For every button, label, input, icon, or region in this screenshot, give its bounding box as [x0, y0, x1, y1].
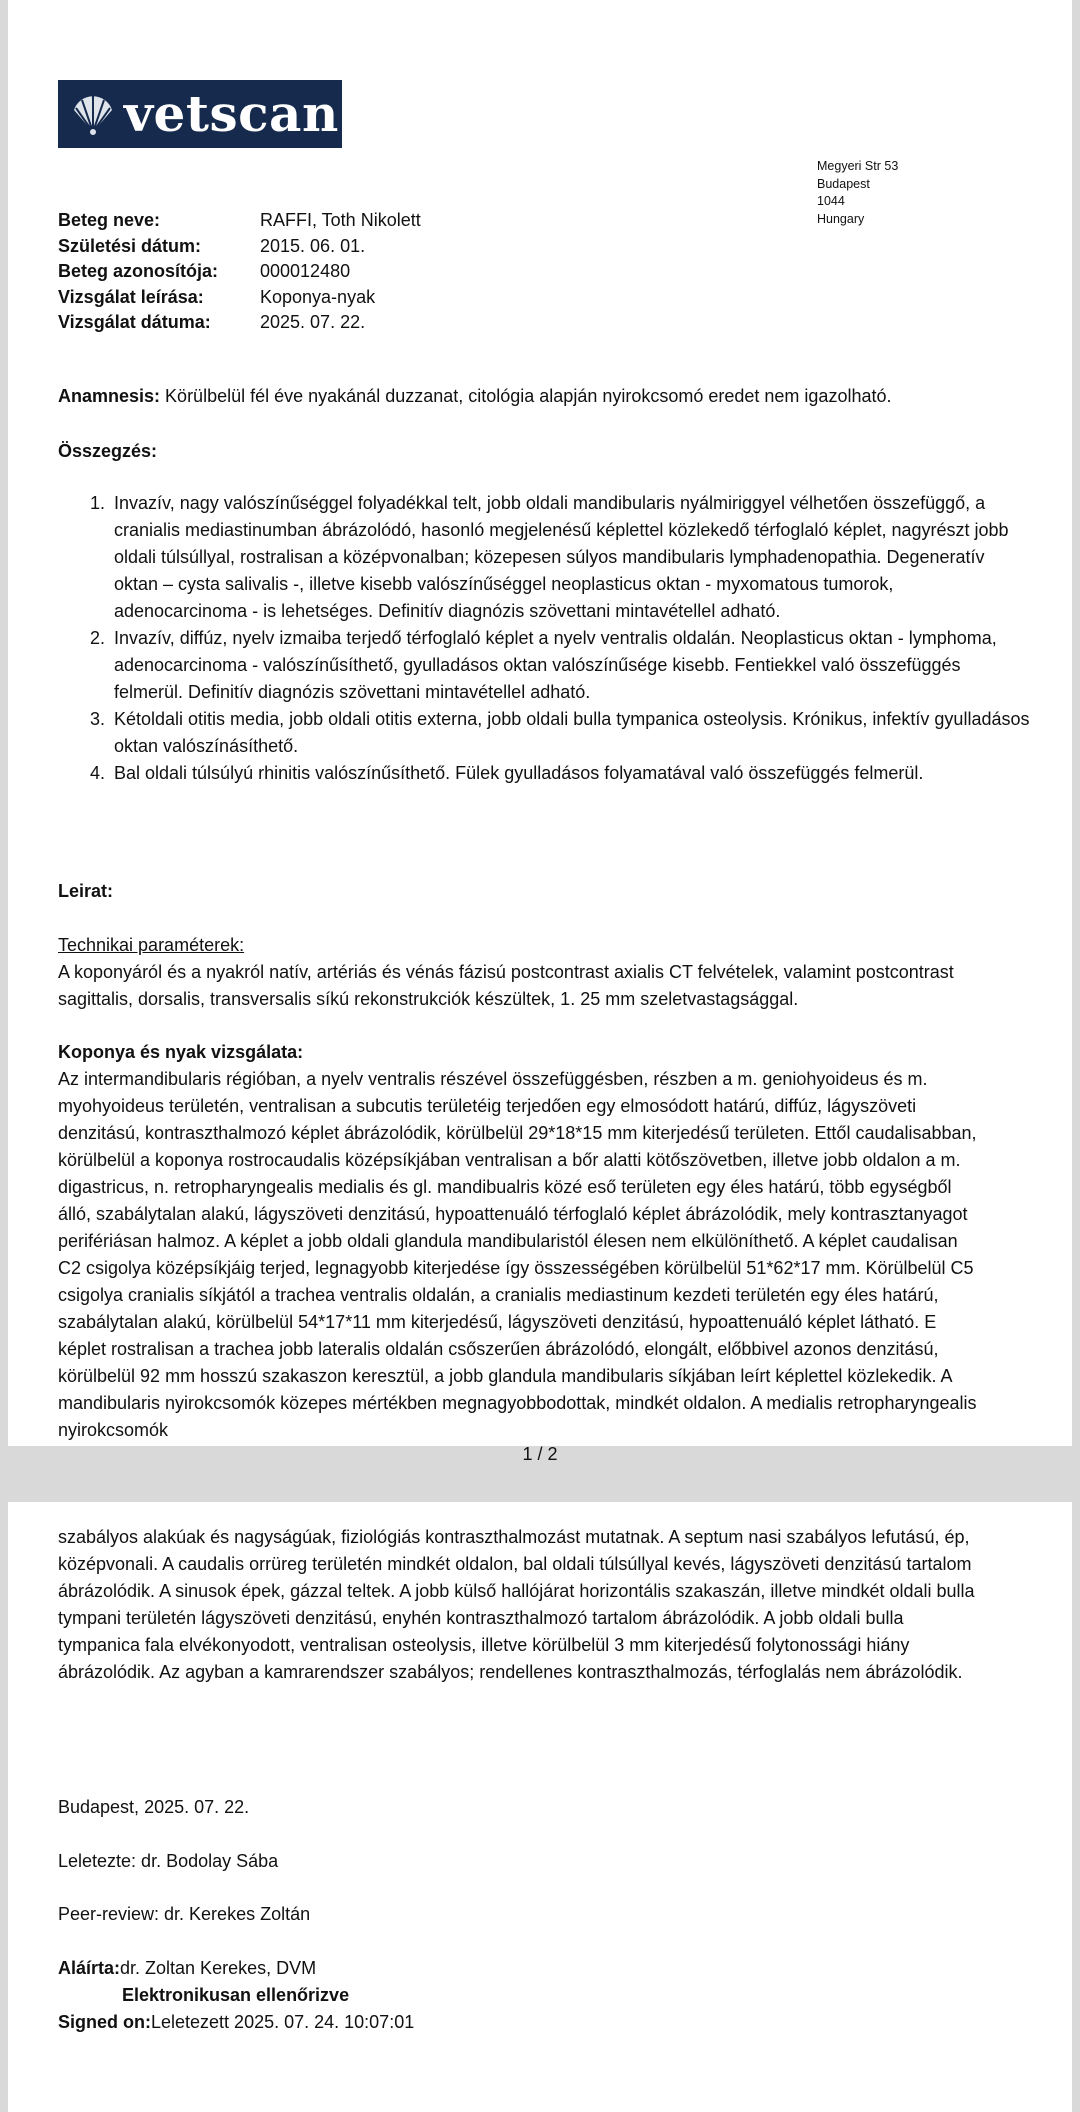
exam-description-value: Koponya-nyak [260, 286, 376, 307]
patient-row [58, 208, 421, 234]
exam-text-part1: Az intermandibularis régióban, a nyelv ventralis részével összefüggésben, részben a m. geniohyoideus és m. myohyoideus területén, ventralisan a subcutis területéig terjedően egy elmosódott határú, diffúz, lágyszöveti denzitású, kontraszthalmozó képlet ábrázolódik, körülbelül 29*18*15 mm kiterjedésű területen. Ettől caudalisabban, körülbelül a koponya rostrocaudalis középsíkjában ventralisan a bőr alatti kötőszövetben, illetve jobb oldalon a m. digastricus, n. retropharyngealis medialis és gl. mandibualris közé eső területen egy éles határú, több egységből álló, szabálytalan alakú, lágyszöveti denzitású, hypoattenuáló térfoglaló képlet ábrázolódik, mely kontrasztanyagot perifériásan halmoz. A képlet a jobb oldali glandula mandibularistól élesen nem elkülöníthető. A képlet caudalisan C2 csigolya középsíkjáig terjed, legnagyobb kiterjedése így összességében körülbelül 51*62*17 mm. Körülbelül C5 csigolya cranialis síkjától a trachea ventralis oldalán, a cranialis mediastinum kezdeti területén egy éles határú, szabálytalan alakú, körülbelül 54*17*11 mm kiterjedésű, lágyszöveti denzitású, hypoattenuáló képlet látható. E képlet rostralisan a trachea jobb lateralis oldalán csőszerűen ábrázolódó, elongált, előbbivel azonos denzitású, körülbelül 92 mm hosszú szakaszon keresztül, a jobb glandula mandibularis síkjában leírt képlettel közlekedik. A mandibularis nyirokcsomók közepes mértékben megnagyobbodottak, mindkét oldalon. A medialis retropharyngealis nyirokcsomók [58, 1069, 977, 1440]
exam-description-label: Vizsgálat leírása: [58, 286, 204, 307]
patient-row [58, 310, 421, 336]
exam-date-label: Vizsgálat dátuma: [58, 312, 211, 333]
address-city: Budapest [817, 176, 870, 191]
summary-heading: Összegzés: [58, 441, 158, 461]
tech-params-text: A koponyáról és a nyakról natív, artériás és vénás fázisú postcontrast axialis CT felvételek, valamint postcontrast sagittalis, dorsalis, transversalis síkú rekonstrukciók készültek, 1. 25 mm szeletvastagsággal. [58, 962, 954, 1009]
place-date: Budapest, 2025. 07. 22. [58, 1797, 250, 1817]
patient-info [58, 208, 421, 336]
address-country: Hungary [817, 211, 865, 226]
signed-on [58, 2009, 978, 2036]
signed-on-value: Leletezett 2025. 07. 24. 10:07:01 [151, 2012, 415, 2032]
signed-by [58, 1955, 978, 1982]
patient-row [58, 234, 421, 260]
vetscan-logo [58, 80, 342, 148]
exam-text-part2: szabályos alakúak és nagyságúak, fiziológiás kontraszthalmozást mutatnak. A septum nasi szabályos lefutású, ép, középvonali. A caudalis orrüreg területén mindkét oldalon, bal oldali túlsúllyal kevés, lágyszöveti denzitású tartalom ábrázolódik. A sinusok épek, gázzal teltek. A jobb külső hallójárat horizontális szakaszán, illetve mindkét oldali bulla tympani területén lágyszöveti denzitású, enyhén kontraszthalmozó tartalom ábrázolódik. A jobb oldali bulla tympanica fala elvékonyodott, ventralisan osteolysis, illetve körülbelül 3 mm kiterjedésű folytonossági hiány ábrázolódik. Az agyban a kamrarendszer szabályos; rendellenes kontraszthalmozás, térfoglalás nem ábrázolódik. [58, 1527, 975, 1682]
summary-item: 4. Bal oldali túlsúlyú rhinitis valószínűsíthető. Fülek gyulladásos folyamatával való összefüggés felmerül. [110, 760, 1030, 787]
clinic-address [817, 158, 898, 228]
electronic-check-text: Elektronikusan ellenőrizve [122, 1985, 350, 2005]
signed-by-label: Aláírta: [58, 1958, 121, 1978]
address-street: Megyeri Str 53 [817, 159, 899, 173]
patient-id-value: 000012480 [260, 261, 351, 282]
reported-by: Leletezte: dr. Bodolay Sába [58, 1851, 279, 1871]
page-number: 1 / 2 [522, 1444, 558, 1464]
anamnesis-text: Körülbelül fél éve nyakánál duzzanat, citológia alapján nyirokcsomó eredet nem igazolható. [160, 386, 892, 406]
report-page-2 [8, 1502, 1072, 2112]
electronic-check [58, 1982, 978, 2009]
exam-date-value: 2025. 07. 22. [260, 312, 366, 333]
peer-review: Peer-review: dr. Kerekes Zoltán [58, 1904, 311, 1924]
birth-date-value: 2015. 06. 01. [260, 235, 366, 256]
patient-name-label: Beteg neve: [58, 210, 161, 231]
summary-item: 2. Invazív, diffúz, nyelv izmaiba terjedő térfoglaló képlet a nyelv ventralis oldalán. Neoplasticus oktan - lymphoma, adenocarcinoma - valószínűsíthető, gyulladásos oktan valószínűsége kisebb. Fentiekkel való összefüggés felmerül. Definitív diagnózis szövettani mintavétellel adható. [110, 625, 1030, 706]
patient-id-label: Beteg azonosítója: [58, 261, 219, 282]
summary-item: 3. Kétoldali otitis media, jobb oldali otitis externa, jobb oldali bulla tympanica osteolysis. Krónikus, infektív gyulladásos oktan valószínásíthető. [110, 706, 1030, 760]
exam-heading: Koponya és nyak vizsgálata: [58, 1042, 304, 1062]
patient-name-value: RAFFI, Toth Nikolett [260, 210, 421, 231]
signed-by-value: dr. Zoltan Kerekes, DVM [120, 1958, 317, 1978]
tech-params-heading: Technikai paraméterek: [58, 935, 245, 955]
logo-text: vetscan [124, 84, 339, 143]
birth-date-label: Születési dátum: [58, 235, 202, 256]
patient-row [58, 259, 421, 285]
anamnesis [58, 383, 978, 410]
summary-item: 1. Invazív, nagy valószínűséggel folyadékkal telt, jobb oldali mandibularis nyálmiriggyel vélhetően összefüggő, a cranialis mediastinumban ábrázolódó, hasonló megjelenésű képlettel közlekedő térfoglaló képlet, nagyrészt jobb oldali túlsúllyal, rostralisan a középvonalban; közepesen súlyos mandibularis lymphadenopathia. Degeneratív oktan – cysta salivalis -, illetve kisebb valószínűséggel neoplasticus oktan - myxomatous tumorok, adenocarcinoma - is lehetséges. Definitív diagnózis szövettani mintavétellel adható. [110, 490, 1030, 625]
anamnesis-label: Anamnesis: [58, 386, 161, 406]
patient-row [58, 285, 421, 311]
summary-list [58, 490, 1030, 787]
leirat-heading: Leirat: [58, 881, 114, 901]
shell-logo-icon [68, 92, 118, 136]
report-page-1 [8, 0, 1072, 1464]
signed-on-label: Signed on: [58, 2012, 151, 2032]
address-zip: 1044 [817, 194, 845, 208]
